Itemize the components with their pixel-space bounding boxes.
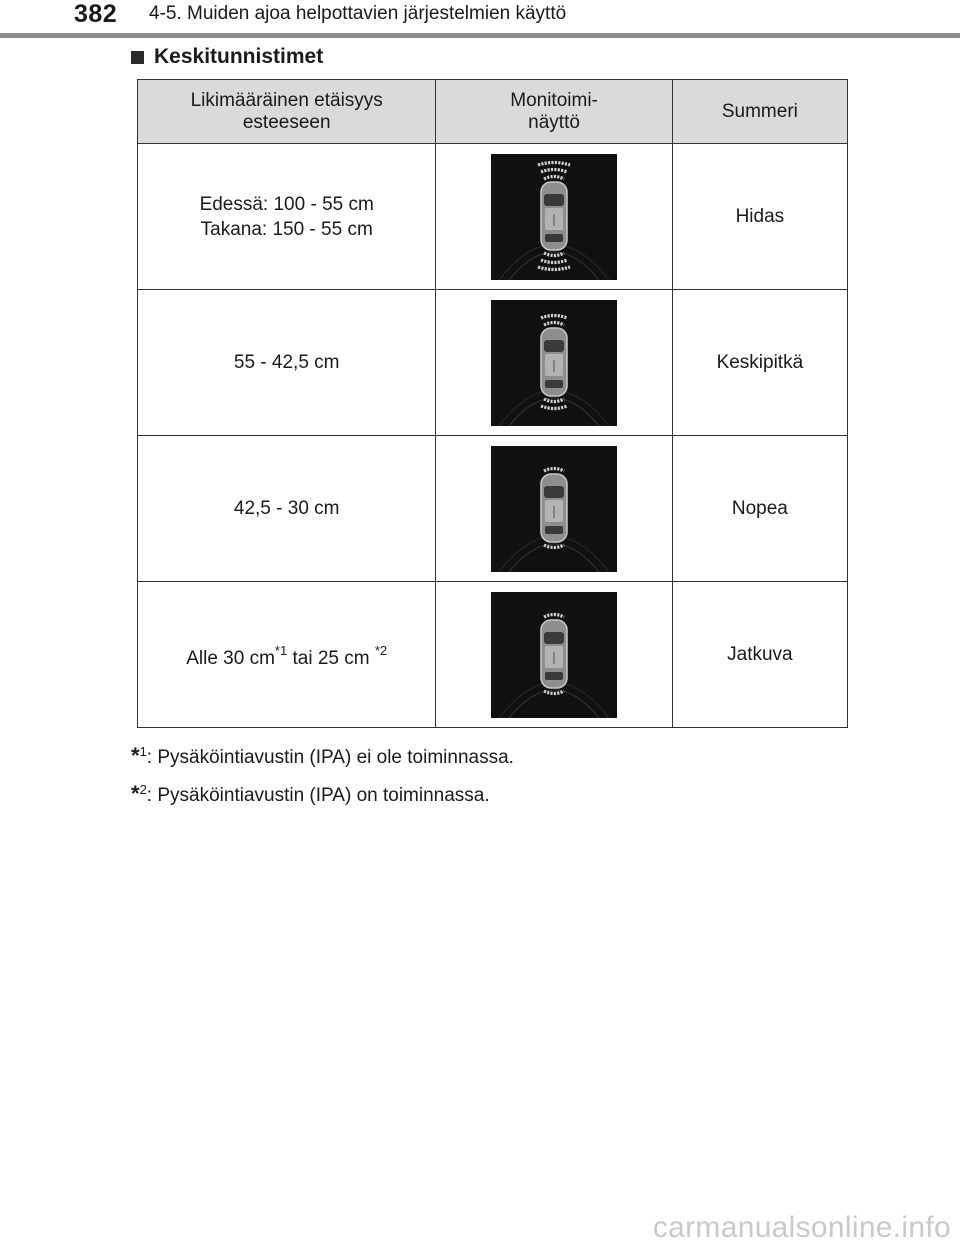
buzzer-cell: Nopea: [672, 436, 847, 582]
distance-line: Takana: 150 - 55 cm: [200, 218, 373, 240]
car-rear-window: [545, 526, 563, 534]
watermark: carmanualsonline.info: [652, 1211, 951, 1244]
table-row: [138, 582, 848, 728]
header-buzzer: Summeri: [672, 80, 847, 144]
buzzer-cell: Hidas: [672, 144, 847, 290]
footnote-ref: *1: [274, 643, 288, 658]
car-rear-window: [545, 380, 563, 388]
distance-line: 42,5 - 30 cm: [233, 498, 340, 519]
page-number: 382: [74, 0, 118, 28]
buzzer-cell: Keskipitkä: [672, 290, 847, 436]
table-header-row: [138, 80, 848, 144]
table-row: [138, 144, 848, 290]
table-row: [138, 436, 848, 582]
header-divider: [0, 33, 960, 38]
sensor-table: [137, 79, 848, 728]
car-rear-window: [545, 234, 563, 242]
buzzer-cell: Jatkuva: [672, 582, 847, 728]
sensor-display-image: [491, 592, 617, 718]
sensor-display-image: [491, 300, 617, 426]
sensor-display-image: [491, 154, 617, 280]
car-rear-window: [545, 672, 563, 680]
distance-line: 55 - 42,5 cm: [233, 352, 340, 373]
car-windshield: [544, 632, 564, 644]
footnote: *$^1$: Pysäköintiavustin (IPA) ei ole toiminnassa.: [131, 743, 514, 768]
section-title: Keskitunnistimet: [154, 45, 324, 68]
car-windshield: [544, 340, 564, 352]
footnote-ref: *2: [374, 643, 388, 658]
display-cell: [436, 290, 672, 436]
section-heading: [131, 45, 323, 69]
header-display: Monitoimi-näyttö: [436, 80, 672, 144]
display-cell: [436, 436, 672, 582]
distance-cell: [138, 436, 436, 582]
distance-line: Alle 30 $cm^{*1}$ tai 25 cm $^{*2}$: [186, 643, 388, 669]
chapter-title: 4-5. Muiden ajoa helpottavien järjestelmien käyttö: [149, 3, 567, 24]
display-cell: [436, 144, 672, 290]
car-windshield: [544, 194, 564, 206]
bullet-square-icon: [131, 51, 144, 64]
sensor-display-image: [491, 446, 617, 572]
distance-cell: [138, 582, 436, 728]
header-distance: Likimääräinen etäisyys esteeseen: [138, 80, 436, 144]
distance-cell: [138, 290, 436, 436]
footnote: *$^2$: Pysäköintiavustin (IPA) on toiminnassa.: [131, 781, 490, 806]
display-cell: [436, 582, 672, 728]
table-row: [138, 290, 848, 436]
car-windshield: [544, 486, 564, 498]
distance-cell: [138, 144, 436, 290]
distance-line: Edessä: 100 - 55 cm: [199, 193, 374, 215]
